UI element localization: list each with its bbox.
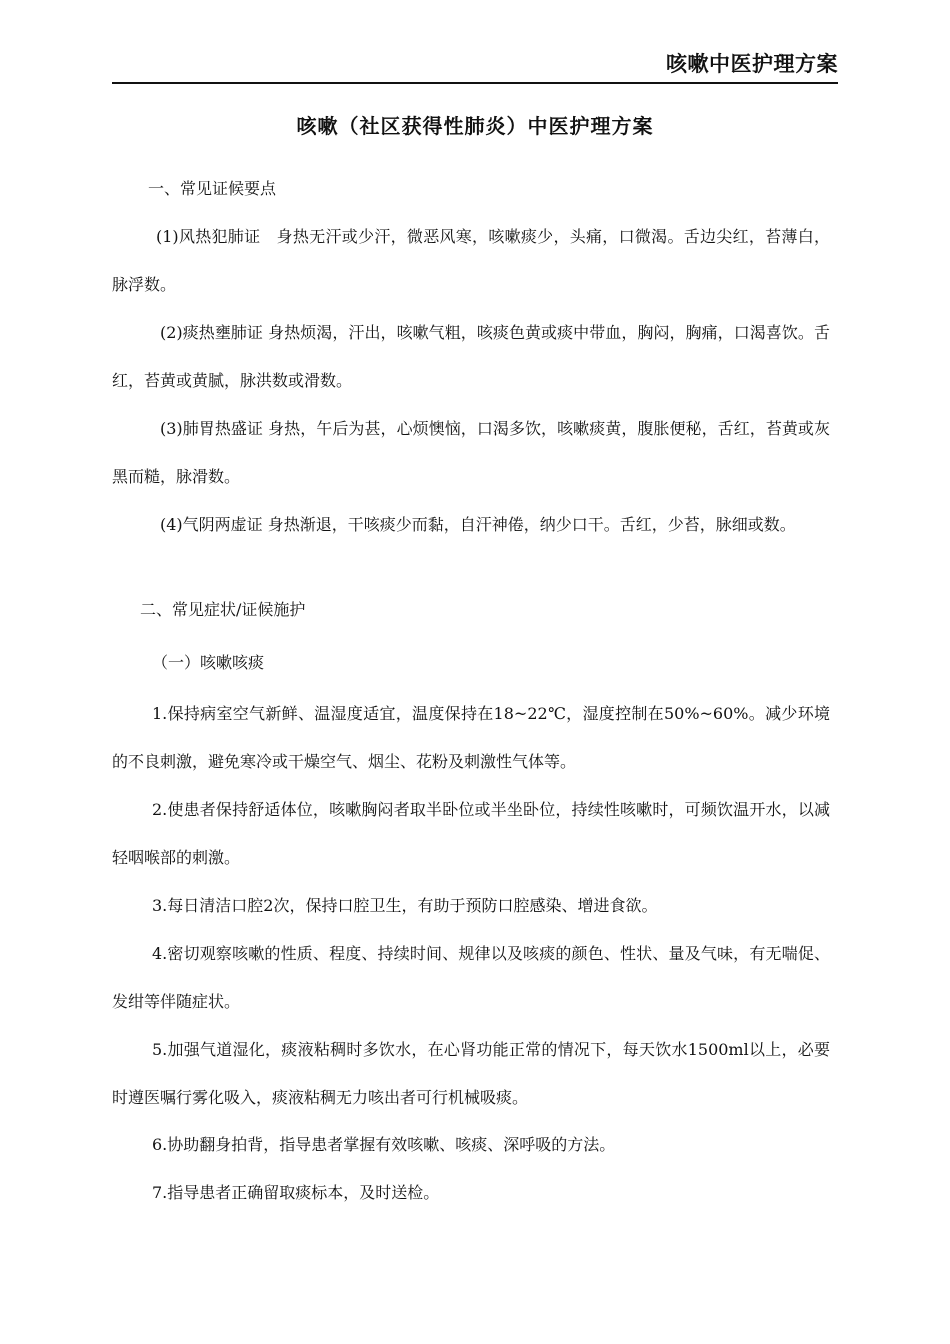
- list-item-5: 5.加强气道湿化，痰液粘稠时多饮水，在心肾功能正常的情况下，每天饮水1500ml以上，必要时遵医嘱行雾化吸入，痰液粘稠无力咳出者可行机械吸痰。: [112, 1040, 830, 1107]
- document-title: 咳嗽（社区获得性肺炎）中医护理方案: [296, 114, 654, 138]
- list-item-7: 7.指导患者正确留取痰标本，及时送检。: [152, 1183, 440, 1202]
- paragraph-syndrome-1: (1)风热犯肺证 身热无汗或少汗，微恶风寒，咳嗽痰少，头痛，口微渴。舌边尖红，苔薄白，脉浮数。: [112, 227, 830, 294]
- subsection-heading-cough: （一）咳嗽咳痰: [152, 653, 265, 672]
- list-item-4: 4.密切观察咳嗽的性质、程度、持续时间、规律以及咳痰的颜色、性状、量及气味，有无喘促、发绀等伴随症状。: [112, 944, 830, 1011]
- list-item-1: 1.保持病室空气新鲜、温湿度适宜，温度保持在18~22℃，湿度控制在50%~60%。减少环境的不良刺激，避免寒冷或干燥空气、烟尘、花粉及刺激性气体等。: [112, 704, 830, 771]
- header-title: 咳嗽中医护理方案: [666, 52, 838, 76]
- list-item-2: 2.使患者保持舒适体位，咳嗽胸闷者取半卧位或半坐卧位，持续性咳嗽时，可频饮温开水，以减轻咽喉部的刺激。: [112, 800, 830, 867]
- list-item-6: 6.协助翻身拍背，指导患者掌握有效咳嗽、咳痰、深呼吸的方法。: [152, 1135, 616, 1154]
- header-divider: [112, 82, 838, 84]
- paragraph-syndrome-4: (4)气阴两虚证 身热渐退，干咳痰少而黏，自汗神倦，纳少口干。舌红，少苔，脉细或数。: [160, 515, 796, 534]
- paragraph-syndrome-3: (3)肺胃热盛证 身热，午后为甚，心烦懊恼，口渴多饮，咳嗽痰黄，腹胀便秘，舌红，苔黄或灰黑而糙，脉滑数。: [112, 419, 830, 486]
- section-heading-2: 二、常见症状/证候施护: [140, 600, 306, 619]
- list-item-3: 3.每日清洁口腔2次，保持口腔卫生，有助于预防口腔感染、增进食欲。: [152, 896, 658, 915]
- paragraph-syndrome-2: (2)痰热壅肺证 身热烦渴，汗出，咳嗽气粗，咳痰色黄或痰中带血，胸闷，胸痛，口渴喜饮。舌红，苔黄或黄腻，脉洪数或滑数。: [112, 323, 830, 390]
- section-heading-1: 一、常见证候要点: [148, 179, 277, 198]
